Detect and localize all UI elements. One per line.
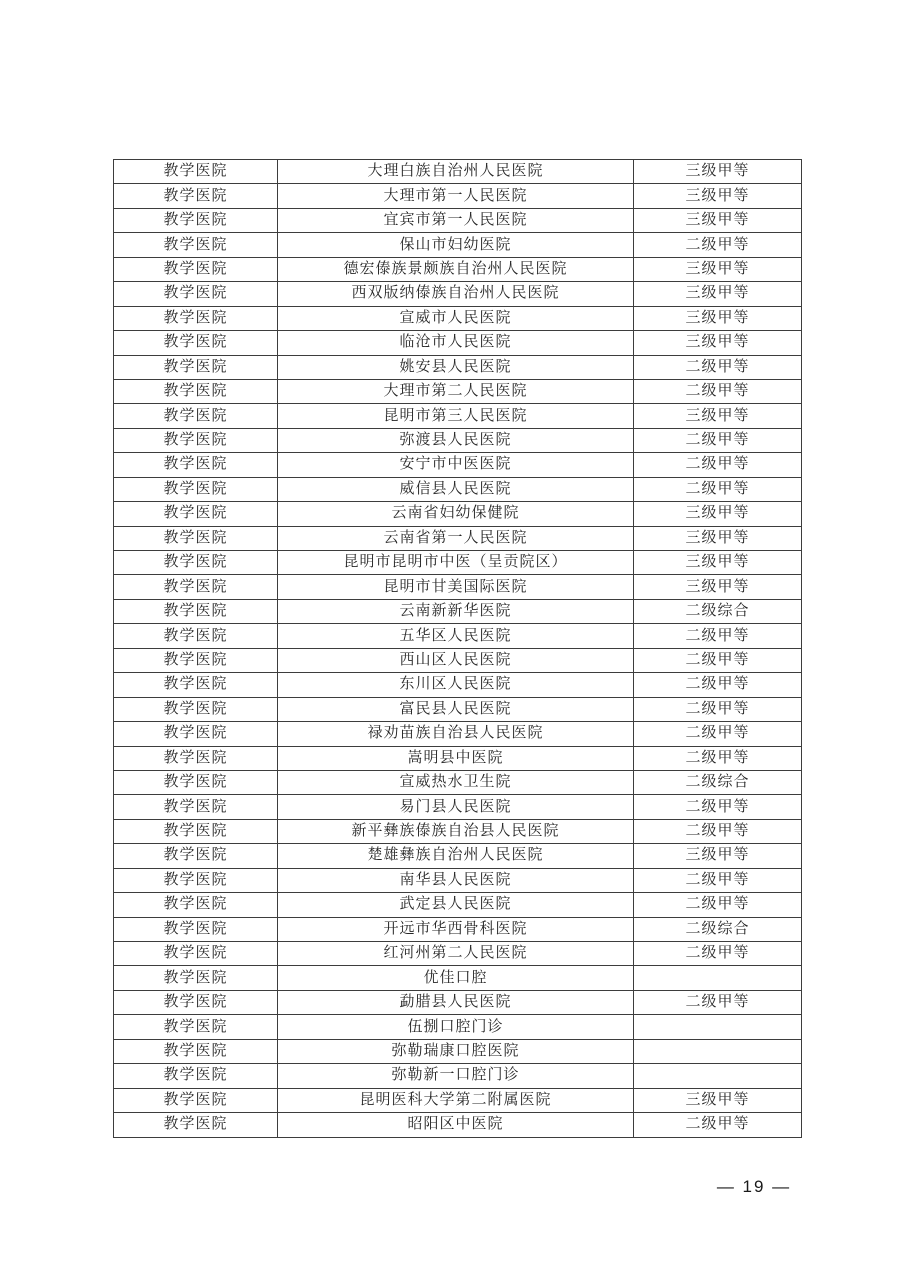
cell-hospital-name: 宣威市人民医院	[278, 306, 634, 330]
cell-category: 教学医院	[114, 1015, 278, 1039]
cell-grade: 三级甲等	[634, 331, 802, 355]
cell-grade: 二级甲等	[634, 795, 802, 819]
cell-hospital-name: 新平彝族傣族自治县人民医院	[278, 819, 634, 843]
cell-category: 教学医院	[114, 1088, 278, 1112]
cell-grade: 二级甲等	[634, 233, 802, 257]
cell-grade: 三级甲等	[634, 404, 802, 428]
cell-grade: 三级甲等	[634, 526, 802, 550]
cell-grade: 二级综合	[634, 599, 802, 623]
cell-hospital-name: 禄劝苗族自治县人民医院	[278, 722, 634, 746]
table-row	[114, 1113, 802, 1137]
table-row	[114, 1039, 802, 1063]
cell-hospital-name: 云南新新华医院	[278, 599, 634, 623]
table-row	[114, 404, 802, 428]
table-row	[114, 379, 802, 403]
cell-hospital-name: 弥勒瑞康口腔医院	[278, 1039, 634, 1063]
cell-grade: 二级甲等	[634, 453, 802, 477]
cell-grade: 二级甲等	[634, 746, 802, 770]
cell-category: 教学医院	[114, 160, 278, 184]
cell-category: 教学医院	[114, 795, 278, 819]
table-row	[114, 624, 802, 648]
table-row	[114, 257, 802, 281]
cell-grade: 二级甲等	[634, 990, 802, 1014]
cell-grade: 二级甲等	[634, 648, 802, 672]
cell-category: 教学医院	[114, 233, 278, 257]
cell-grade: 三级甲等	[634, 282, 802, 306]
table-row	[114, 477, 802, 501]
cell-hospital-name: 优佳口腔	[278, 966, 634, 990]
table-row	[114, 160, 802, 184]
cell-category: 教学医院	[114, 502, 278, 526]
cell-hospital-name: 东川区人民医院	[278, 673, 634, 697]
cell-grade: 二级综合	[634, 770, 802, 794]
cell-category: 教学医院	[114, 208, 278, 232]
table-row	[114, 208, 802, 232]
cell-hospital-name: 开远市华西骨科医院	[278, 917, 634, 941]
page-number: — 19 —	[716, 1177, 792, 1196]
table-row	[114, 184, 802, 208]
cell-category: 教学医院	[114, 868, 278, 892]
cell-category: 教学医院	[114, 746, 278, 770]
table-row	[114, 575, 802, 599]
cell-category: 教学医院	[114, 819, 278, 843]
cell-category: 教学医院	[114, 428, 278, 452]
cell-category: 教学医院	[114, 355, 278, 379]
cell-hospital-name: 昆明市甘美国际医院	[278, 575, 634, 599]
cell-category: 教学医院	[114, 575, 278, 599]
table-row	[114, 233, 802, 257]
table-row	[114, 722, 802, 746]
cell-category: 教学医院	[114, 624, 278, 648]
table-row	[114, 770, 802, 794]
cell-category: 教学医院	[114, 526, 278, 550]
table-row	[114, 697, 802, 721]
cell-hospital-name: 姚安县人民医院	[278, 355, 634, 379]
cell-hospital-name: 临沧市人民医院	[278, 331, 634, 355]
table-row	[114, 819, 802, 843]
cell-grade: 三级甲等	[634, 844, 802, 868]
cell-hospital-name: 昆明市昆明市中医（呈贡院区）	[278, 551, 634, 575]
cell-category: 教学医院	[114, 893, 278, 917]
cell-grade	[634, 1039, 802, 1063]
cell-category: 教学医院	[114, 599, 278, 623]
cell-hospital-name: 南华县人民医院	[278, 868, 634, 892]
table-row	[114, 355, 802, 379]
cell-hospital-name: 武定县人民医院	[278, 893, 634, 917]
hospital-table	[113, 159, 802, 1138]
cell-grade: 三级甲等	[634, 306, 802, 330]
cell-category: 教学医院	[114, 1113, 278, 1137]
cell-hospital-name: 云南省第一人民医院	[278, 526, 634, 550]
cell-grade	[634, 1015, 802, 1039]
cell-category: 教学医院	[114, 673, 278, 697]
cell-hospital-name: 红河州第二人民医院	[278, 942, 634, 966]
table-row	[114, 942, 802, 966]
cell-grade: 二级甲等	[634, 697, 802, 721]
table-row	[114, 746, 802, 770]
cell-grade: 二级甲等	[634, 379, 802, 403]
table-row	[114, 1015, 802, 1039]
table-row	[114, 1088, 802, 1112]
cell-category: 教学医院	[114, 306, 278, 330]
table-row	[114, 844, 802, 868]
cell-category: 教学医院	[114, 477, 278, 501]
cell-grade: 二级甲等	[634, 1113, 802, 1137]
cell-category: 教学医院	[114, 917, 278, 941]
cell-grade: 三级甲等	[634, 575, 802, 599]
cell-hospital-name: 弥渡县人民医院	[278, 428, 634, 452]
cell-grade: 三级甲等	[634, 257, 802, 281]
table-row	[114, 917, 802, 941]
cell-hospital-name: 大理白族自治州人民医院	[278, 160, 634, 184]
cell-category: 教学医院	[114, 184, 278, 208]
table-row	[114, 966, 802, 990]
cell-grade: 三级甲等	[634, 208, 802, 232]
cell-hospital-name: 大理市第一人民医院	[278, 184, 634, 208]
cell-grade: 三级甲等	[634, 184, 802, 208]
table-row	[114, 599, 802, 623]
cell-category: 教学医院	[114, 844, 278, 868]
cell-grade: 二级甲等	[634, 868, 802, 892]
table-row	[114, 1064, 802, 1088]
cell-category: 教学医院	[114, 966, 278, 990]
cell-hospital-name: 云南省妇幼保健院	[278, 502, 634, 526]
table-row	[114, 526, 802, 550]
cell-category: 教学医院	[114, 379, 278, 403]
cell-grade: 二级甲等	[634, 722, 802, 746]
cell-grade: 三级甲等	[634, 160, 802, 184]
table-row	[114, 331, 802, 355]
cell-category: 教学医院	[114, 1039, 278, 1063]
cell-category: 教学医院	[114, 697, 278, 721]
cell-category: 教学医院	[114, 282, 278, 306]
hospital-table-body	[114, 160, 802, 1138]
cell-hospital-name: 宣威热水卫生院	[278, 770, 634, 794]
cell-hospital-name: 宜宾市第一人民医院	[278, 208, 634, 232]
table-row	[114, 282, 802, 306]
cell-grade: 三级甲等	[634, 502, 802, 526]
cell-grade: 二级甲等	[634, 819, 802, 843]
cell-category: 教学医院	[114, 331, 278, 355]
cell-grade	[634, 966, 802, 990]
cell-hospital-name: 富民县人民医院	[278, 697, 634, 721]
table-row	[114, 648, 802, 672]
cell-category: 教学医院	[114, 551, 278, 575]
cell-grade: 三级甲等	[634, 551, 802, 575]
cell-hospital-name: 楚雄彝族自治州人民医院	[278, 844, 634, 868]
cell-category: 教学医院	[114, 404, 278, 428]
table-row	[114, 453, 802, 477]
table-row	[114, 502, 802, 526]
cell-hospital-name: 伍捌口腔门诊	[278, 1015, 634, 1039]
cell-hospital-name: 弥勒新一口腔门诊	[278, 1064, 634, 1088]
cell-hospital-name: 大理市第二人民医院	[278, 379, 634, 403]
table-row	[114, 795, 802, 819]
cell-hospital-name: 安宁市中医医院	[278, 453, 634, 477]
cell-grade: 三级甲等	[634, 1088, 802, 1112]
cell-category: 教学医院	[114, 942, 278, 966]
table-row	[114, 673, 802, 697]
cell-hospital-name: 勐腊县人民医院	[278, 990, 634, 1014]
cell-grade: 二级甲等	[634, 477, 802, 501]
cell-hospital-name: 易门县人民医院	[278, 795, 634, 819]
cell-hospital-name: 西双版纳傣族自治州人民医院	[278, 282, 634, 306]
cell-hospital-name: 嵩明县中医院	[278, 746, 634, 770]
cell-hospital-name: 威信县人民医院	[278, 477, 634, 501]
cell-hospital-name: 五华区人民医院	[278, 624, 634, 648]
table-row	[114, 893, 802, 917]
cell-hospital-name: 保山市妇幼医院	[278, 233, 634, 257]
table-row	[114, 306, 802, 330]
table-row	[114, 551, 802, 575]
cell-hospital-name: 西山区人民医院	[278, 648, 634, 672]
cell-grade: 二级甲等	[634, 673, 802, 697]
cell-category: 教学医院	[114, 453, 278, 477]
cell-category: 教学医院	[114, 257, 278, 281]
cell-grade: 二级甲等	[634, 355, 802, 379]
cell-hospital-name: 昭阳区中医院	[278, 1113, 634, 1137]
cell-grade: 二级甲等	[634, 942, 802, 966]
table-row	[114, 428, 802, 452]
cell-grade	[634, 1064, 802, 1088]
cell-category: 教学医院	[114, 770, 278, 794]
cell-category: 教学医院	[114, 648, 278, 672]
cell-category: 教学医院	[114, 990, 278, 1014]
cell-hospital-name: 德宏傣族景颇族自治州人民医院	[278, 257, 634, 281]
cell-category: 教学医院	[114, 1064, 278, 1088]
cell-grade: 二级甲等	[634, 624, 802, 648]
cell-grade: 二级甲等	[634, 428, 802, 452]
cell-hospital-name: 昆明市第三人民医院	[278, 404, 634, 428]
cell-hospital-name: 昆明医科大学第二附属医院	[278, 1088, 634, 1112]
table-row	[114, 990, 802, 1014]
table-row	[114, 868, 802, 892]
cell-grade: 二级综合	[634, 917, 802, 941]
cell-category: 教学医院	[114, 722, 278, 746]
cell-grade: 二级甲等	[634, 893, 802, 917]
